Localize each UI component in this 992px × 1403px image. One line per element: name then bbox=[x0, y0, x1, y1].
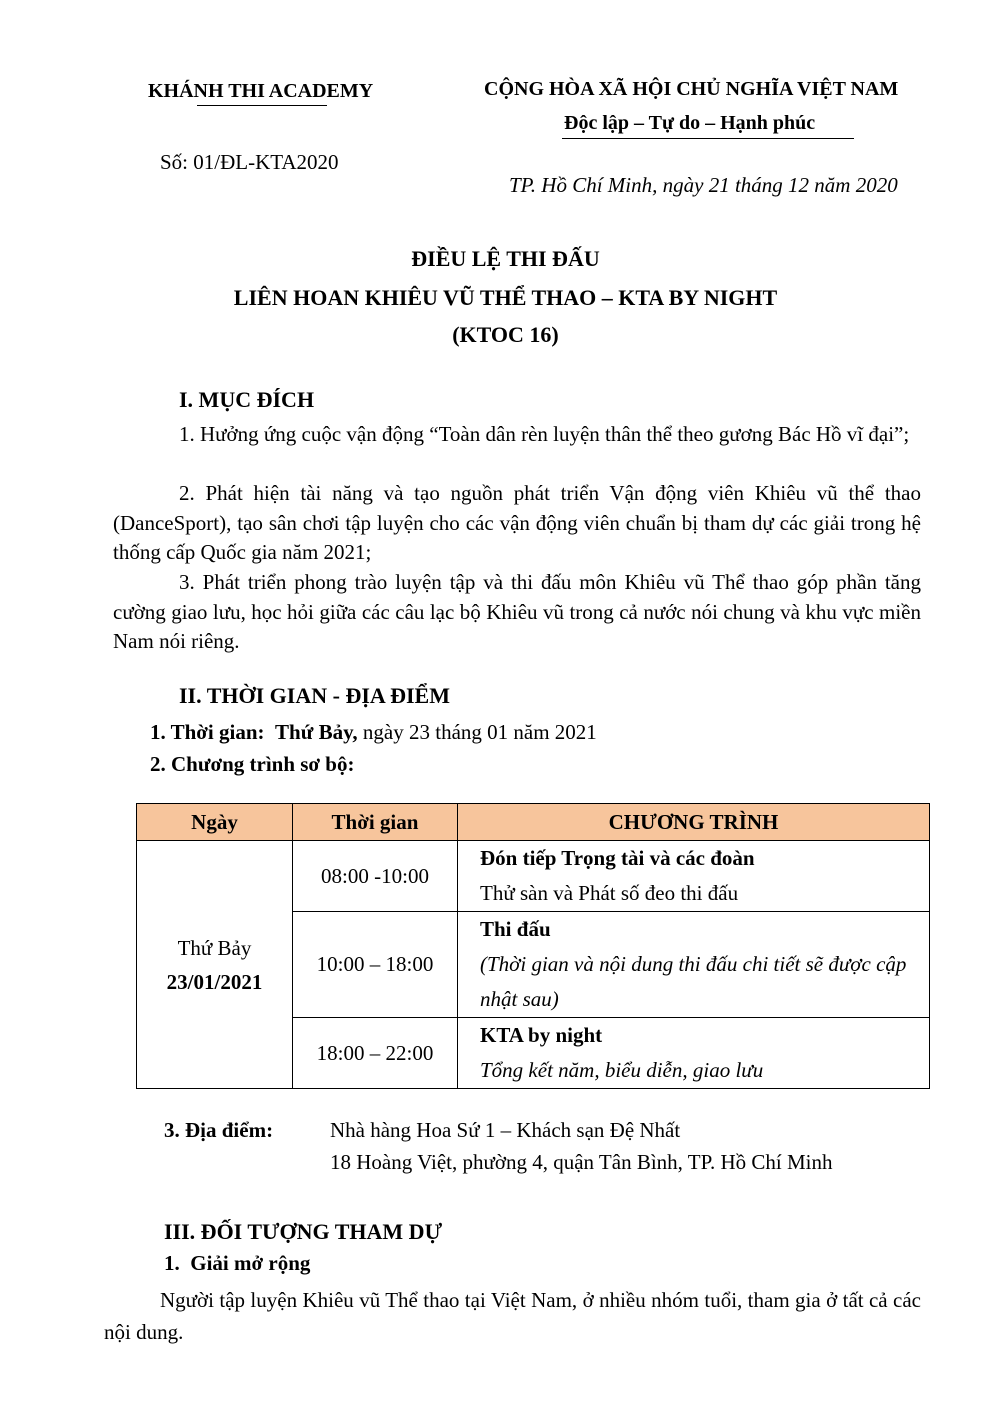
day-cell bbox=[137, 841, 293, 1089]
doc-title: ĐIỀU LỆ THI ĐẤU bbox=[411, 246, 600, 271]
program-cell bbox=[458, 1018, 930, 1089]
header-program: CHƯƠNG TRÌNH bbox=[458, 804, 930, 841]
venue-name: Nhà hàng Hoa Sứ 1 – Khách sạn Đệ Nhất bbox=[330, 1118, 681, 1142]
schedule-header-row bbox=[137, 804, 930, 841]
section-heading-participants: III. ĐỐI TƯỢNG THAM DỰ bbox=[164, 1219, 443, 1244]
document-number: Số: 01/ĐL-KTA2020 bbox=[160, 150, 339, 174]
nation-motto: Độc lập – Tự do – Hạnh phúc bbox=[564, 112, 816, 134]
program-cell bbox=[458, 841, 930, 912]
organization-name: KHÁNH THI ACADEMY bbox=[148, 80, 374, 102]
program-title: Đón tiếp Trọng tài và các đoàn bbox=[480, 846, 755, 870]
time-cell: 10:00 – 18:00 bbox=[293, 912, 458, 1018]
table-row bbox=[137, 841, 930, 912]
venue-address: 18 Hoàng Việt, phường 4, quận Tân Bình, TP. Hồ Chí Minh bbox=[330, 1150, 833, 1174]
place-date: TP. Hồ Chí Minh, ngày 21 tháng 12 năm 2020 bbox=[509, 173, 898, 197]
time-cell: 08:00 -10:00 bbox=[293, 841, 458, 912]
subheading-open-tournament: 1. Giải mở rộng bbox=[164, 1251, 311, 1275]
program-title: KTA by night bbox=[480, 1023, 603, 1047]
day-date: 23/01/2021 bbox=[166, 969, 263, 994]
program-label: 2. Chương trình sơ bộ: bbox=[150, 752, 355, 776]
doc-code: (KTOC 16) bbox=[452, 322, 559, 347]
schedule-table bbox=[136, 803, 930, 1089]
day-name: Thứ Bảy bbox=[177, 935, 252, 960]
doc-subtitle: LIÊN HOAN KHIÊU VŨ THỂ THAO – KTA BY NIGHT bbox=[233, 285, 778, 310]
program-detail: (Thời gian và nội dung thi đấu chi tiết sẽ được cập nhật sau) bbox=[480, 952, 907, 1011]
time-line bbox=[150, 720, 597, 745]
time-label: 1. Thời gian: bbox=[150, 720, 265, 744]
header-day: Ngày bbox=[137, 804, 293, 841]
participants-text: Người tập luyện Khiêu vũ Thể thao tại Việt Nam, ở nhiều nhóm tuổi, tham gia ở tất cả các nội dung. bbox=[104, 1288, 921, 1344]
org-underline bbox=[197, 105, 327, 106]
time-cell: 18:00 – 22:00 bbox=[293, 1018, 458, 1089]
purpose-item-2: 2. Phát hiện tài năng và tạo nguồn phát triển Vận động viên Khiêu vũ thể thao (DanceSport), tạo sân chơi tập luyện cho các vận động viên chuẩn bị tham dự các giải trong hệ thống cấp Quốc gia năm 2021; bbox=[113, 481, 921, 564]
program-detail: Tổng kết năm, biểu diễn, giao lưu bbox=[480, 1058, 764, 1082]
program-cell bbox=[458, 912, 930, 1018]
program-detail: Thử sàn và Phát số đeo thi đấu bbox=[480, 881, 739, 905]
header-time: Thời gian bbox=[293, 804, 458, 841]
program-title: Thi đấu bbox=[480, 917, 551, 941]
section-heading-purpose: I. MỤC ĐÍCH bbox=[179, 387, 315, 412]
motto-underline bbox=[562, 138, 854, 139]
time-day: Thứ Bảy, bbox=[275, 720, 358, 744]
nation-title: CỘNG HÒA XÃ HỘI CHỦ NGHĨA VIỆT NAM bbox=[484, 78, 899, 100]
section-heading-time-place: II. THỜI GIAN - ĐỊA ĐIỂM bbox=[179, 683, 450, 708]
purpose-item-1: 1. Hưởng ứng cuộc vận động “Toàn dân rèn luyện thân thể theo gương Bác Hồ vĩ đại”; bbox=[179, 422, 910, 446]
purpose-item-3: 3. Phát triển phong trào luyện tập và thi đấu môn Khiêu vũ Thể thao góp phần tăng cường giao lưu, học hỏi giữa các câu lạc bộ Khiêu vũ trong cả nước nói chung và khu vực miền Nam nói riêng. bbox=[113, 570, 921, 653]
venue-label: 3. Địa điểm: bbox=[164, 1118, 274, 1142]
time-value: ngày 23 tháng 01 năm 2021 bbox=[362, 720, 597, 744]
